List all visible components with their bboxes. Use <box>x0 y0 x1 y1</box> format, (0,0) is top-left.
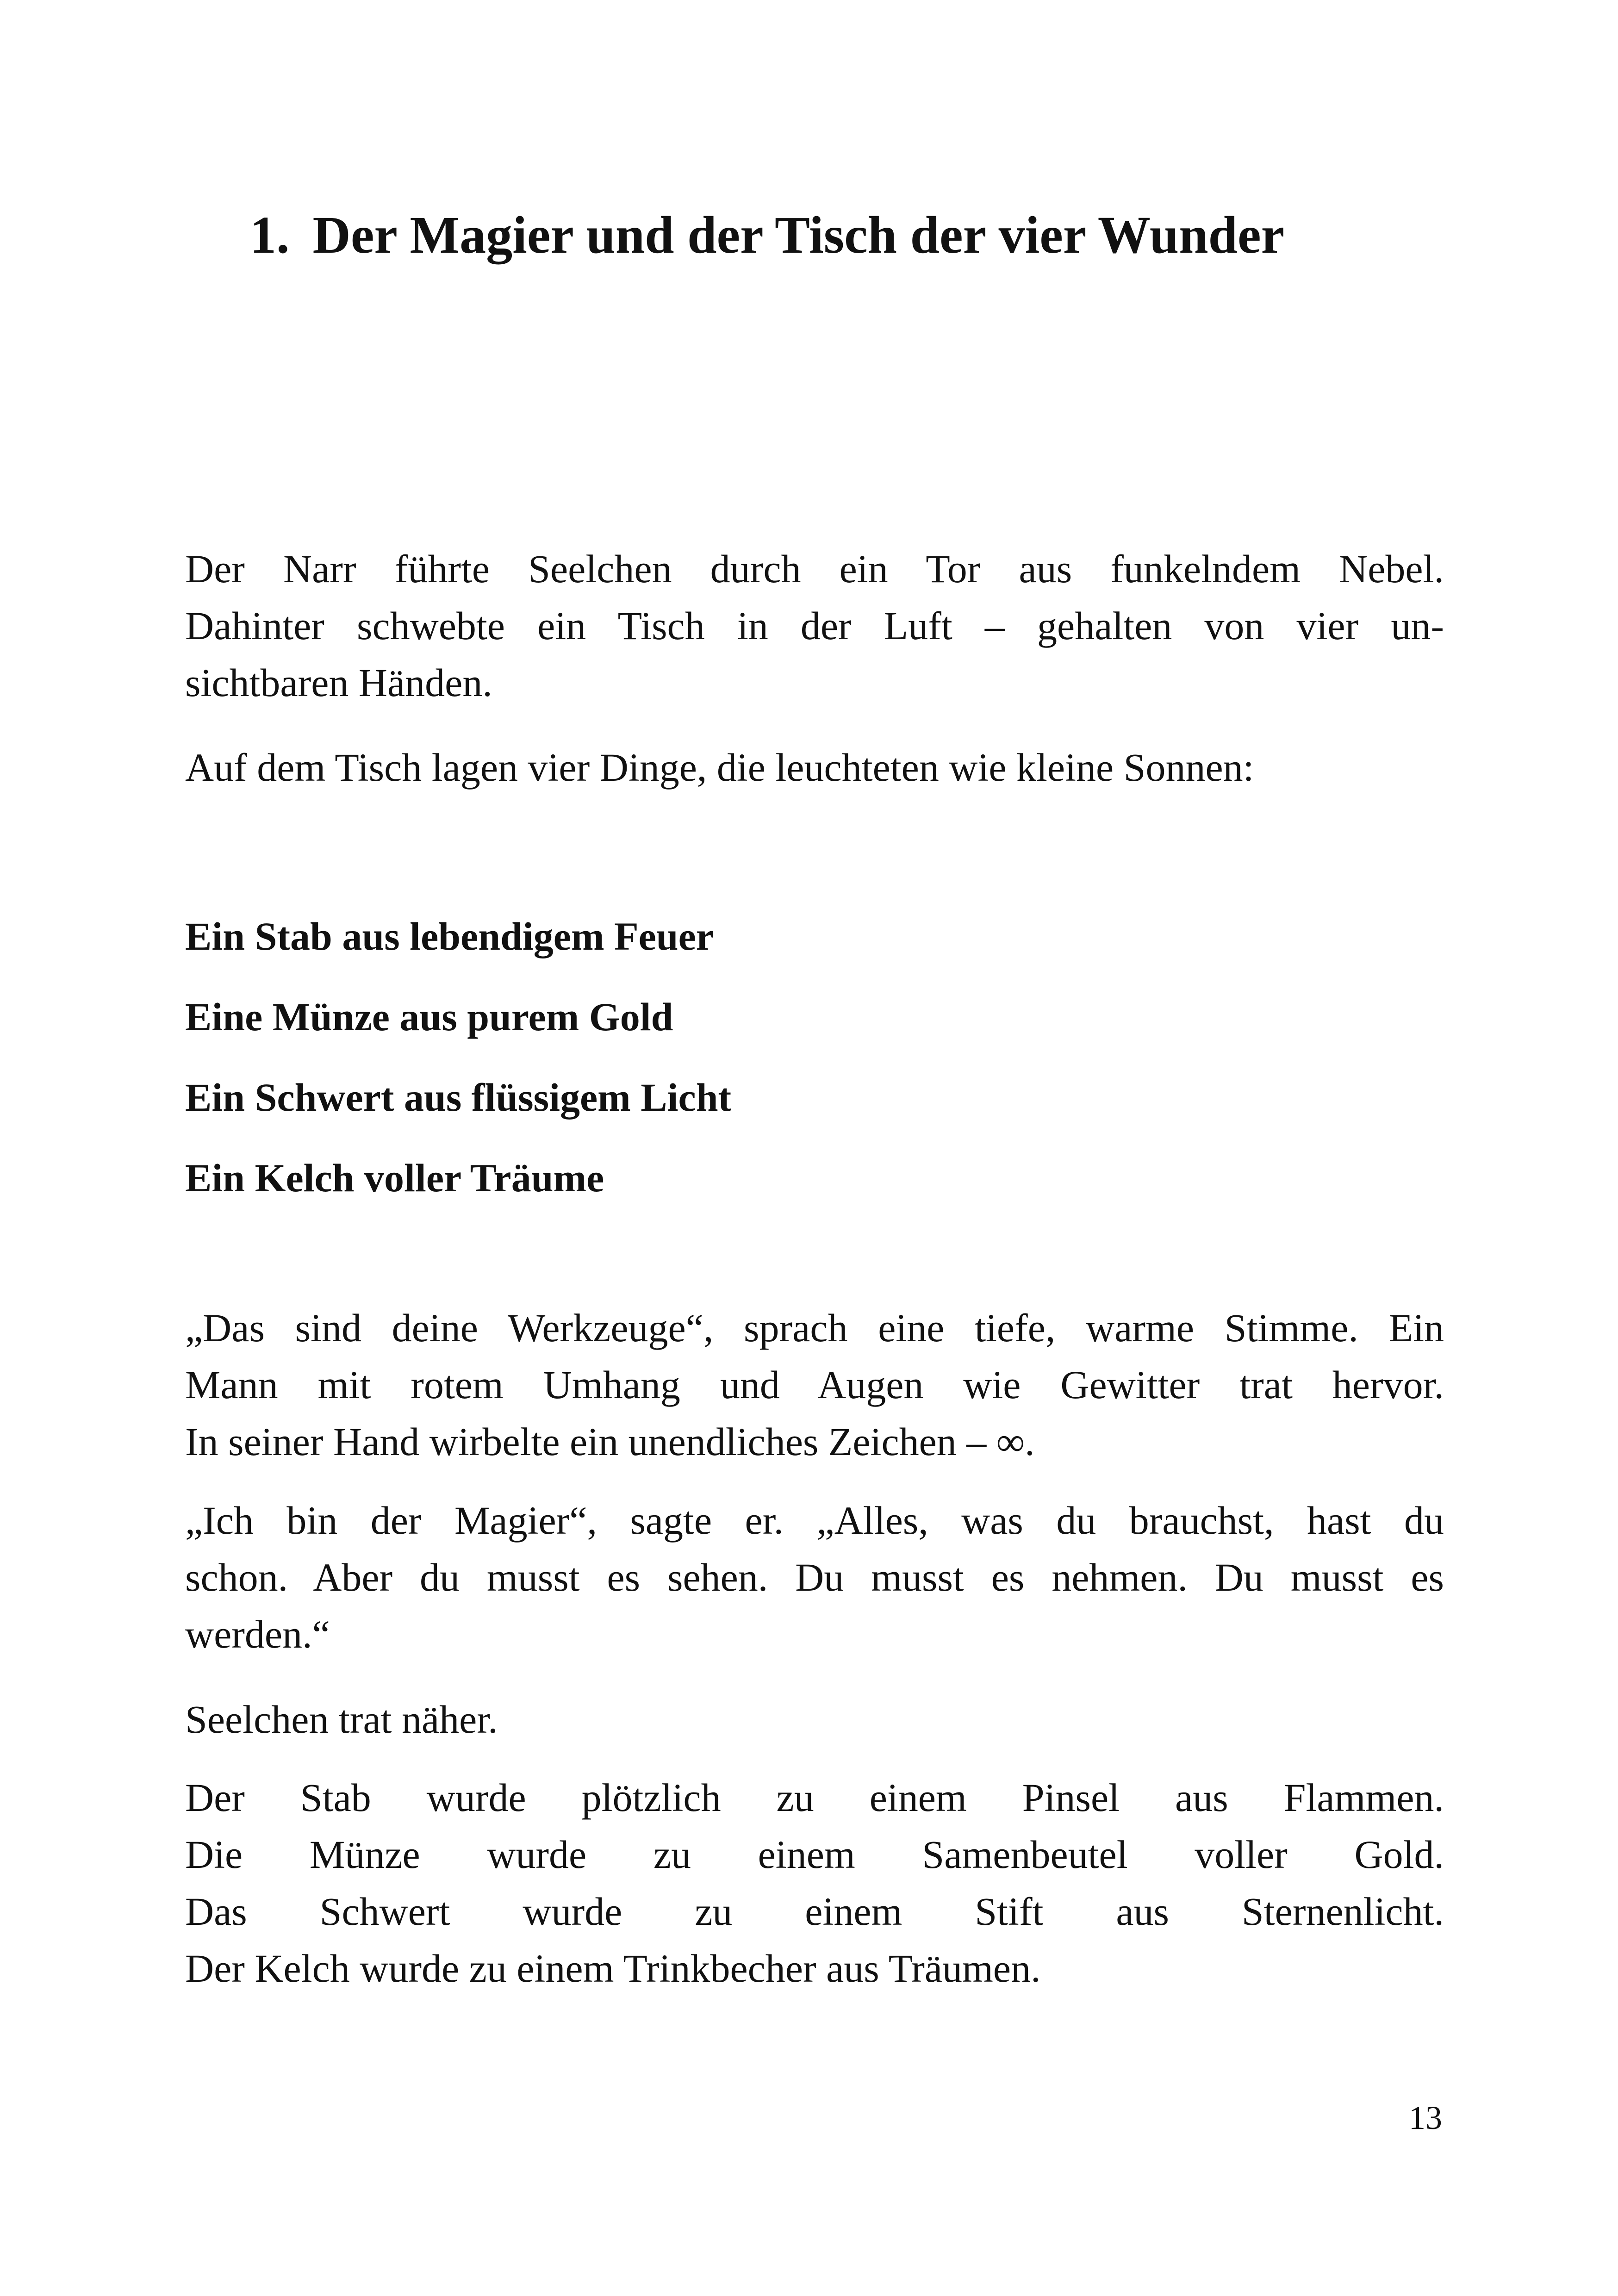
paragraph-5: Seelchen trat näher. <box>185 1697 498 1742</box>
paragraph-line: Mann mit rotem Umhang und Augen wie Gewitter trat hervor. <box>185 1363 1444 1407</box>
paragraph-3 <box>185 1300 1444 1470</box>
paragraph-line: Dahinter schwebte ein Tisch in der Luft – gehalten von vier un- <box>185 604 1444 648</box>
paragraph-line: Das Schwert wurde zu einem Stift aus Sternenlicht. <box>185 1889 1444 1934</box>
list-item: Ein Stab aus lebendigem Feuer <box>185 914 714 958</box>
paragraph-line: schon. Aber du musst es sehen. Du musst es nehmen. Du musst es <box>185 1555 1444 1599</box>
page-number: 13 <box>1409 2099 1442 2136</box>
paragraph-2: Auf dem Tisch lagen vier Dinge, die leuchteten wie kleine Sonnen: <box>185 745 1254 790</box>
paragraph-line: „Das sind deine Werkzeuge“, sprach eine tiefe, warme Stimme. Ein <box>185 1306 1444 1350</box>
paragraph-1 <box>185 541 1444 711</box>
paragraph-line: werden.“ <box>185 1612 330 1656</box>
paragraph-4 <box>185 1492 1444 1663</box>
paragraph-line: „Ich bin der Magier“, sagte er. „Alles, was du brauchst, hast du <box>185 1498 1444 1543</box>
paragraph-line: In seiner Hand wirbelte ein unendliches Zeichen – ∞. <box>185 1419 1035 1464</box>
wonders-list <box>185 896 731 1218</box>
chapter-title <box>250 204 1453 267</box>
chapter-number: 1. <box>250 205 290 264</box>
paragraph-line: Der Stab wurde plötzlich zu einem Pinsel aus Flammen. <box>185 1775 1444 1820</box>
paragraph-line: Die Münze wurde zu einem Samenbeutel voller Gold. <box>185 1832 1444 1877</box>
list-item: Ein Kelch voller Träume <box>185 1156 604 1200</box>
paragraph-6 <box>185 1769 1444 1997</box>
paragraph-line: Der Kelch wurde zu einem Trinkbecher aus Träumen. <box>185 1946 1041 1991</box>
list-item: Eine Münze aus purem Gold <box>185 995 673 1039</box>
chapter-title-text: Der Magier und der Tisch der vier Wunder <box>312 205 1285 264</box>
paragraph-line: Der Narr führte Seelchen durch ein Tor aus funkelndem Nebel. <box>185 547 1444 591</box>
paragraph-line: sichtbaren Händen. <box>185 660 492 705</box>
list-item: Ein Schwert aus flüssigem Licht <box>185 1075 732 1120</box>
